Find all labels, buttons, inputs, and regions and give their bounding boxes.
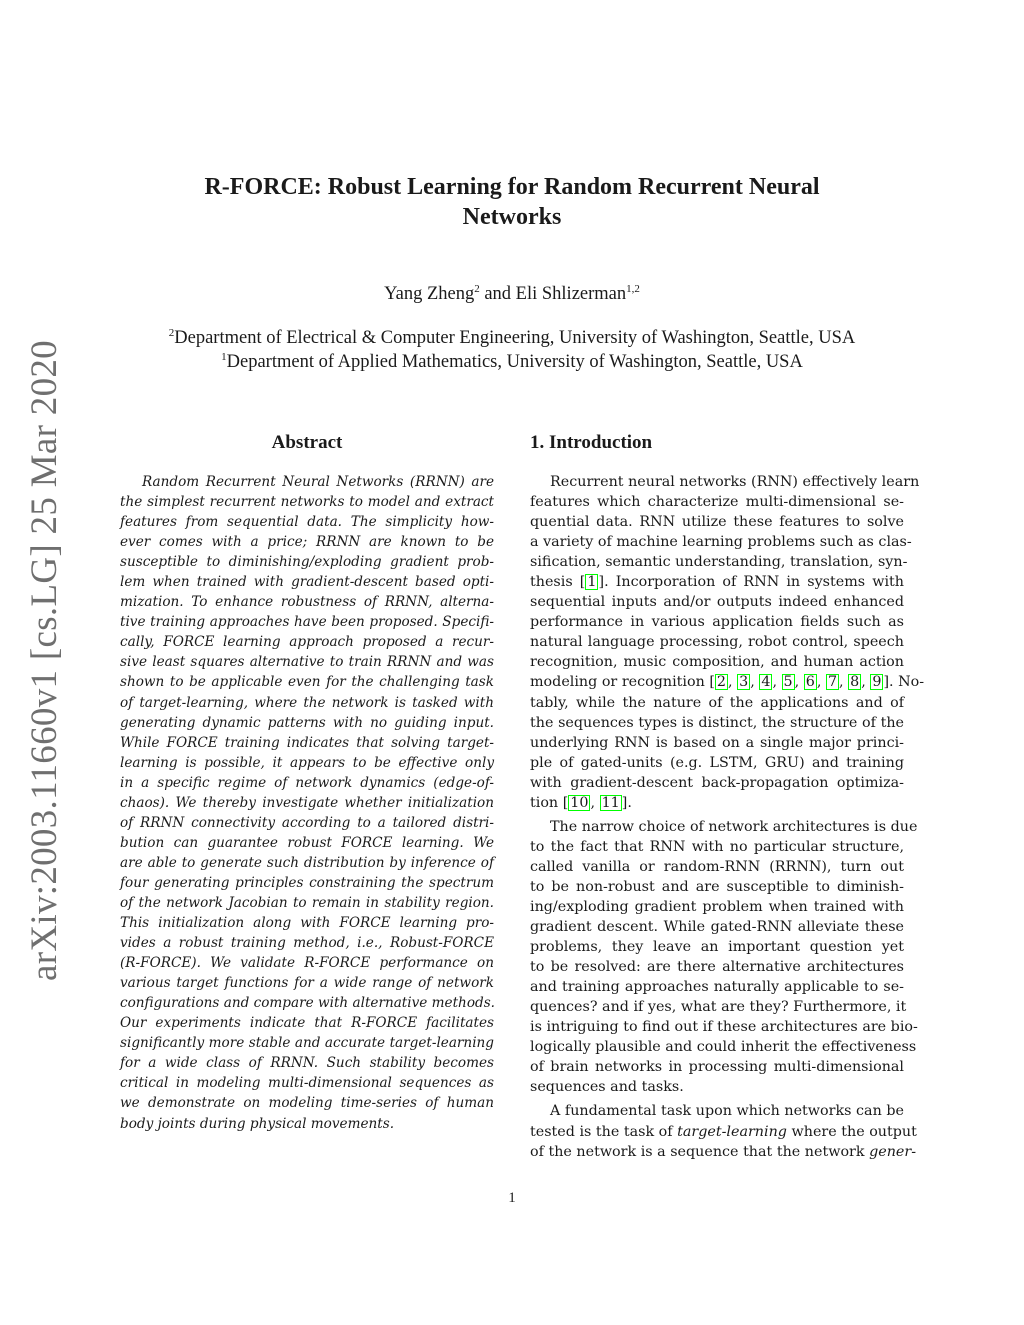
author-affiliation-mark: 2: [474, 283, 480, 295]
abstract-line: shown to be applicable even for the challenging task: [120, 674, 494, 691]
abstract-line: Our experiments indicate that R-FORCE facilitates: [120, 1015, 494, 1032]
arxiv-side-stamp: [18, 339, 70, 981]
text-fragment: tested is the task of: [530, 1123, 678, 1140]
abstract-line: This initialization along with FORCE learning pro-: [120, 915, 494, 932]
text-line: sification, semantic understanding, translation, syn-: [530, 554, 908, 571]
text-fragment: thesis: [530, 574, 580, 591]
abstract-body: [120, 472, 494, 1134]
title-line-2: Networks: [462, 204, 562, 230]
text-line: the sequences types is distinct, the structure of the: [530, 714, 904, 731]
citation-link[interactable]: 2: [716, 674, 727, 691]
citation-link[interactable]: 11: [601, 794, 620, 811]
author-conjunction: and: [479, 284, 516, 304]
abstract-line: we demonstrate on modeling time-series of human: [120, 1095, 494, 1112]
abstract-column: [120, 432, 494, 1134]
text-line: problems, they leave an important question yet: [530, 939, 904, 956]
abstract-line: are able to generate such distribution by inference of: [120, 854, 494, 871]
text-fragment: . No-: [889, 674, 925, 691]
abstract-line: mization. To enhance robustness of RRNN, alterna-: [120, 594, 494, 611]
text-fragment: . Incorporation of RNN in systems with: [604, 574, 904, 591]
abstract-line: of target-learning, where the network is tasked with: [120, 694, 494, 711]
text-line: A fundamental task upon which networks can be: [550, 1103, 904, 1120]
abstract-line: critical in modeling multi-dimensional sequences as: [120, 1075, 494, 1092]
text-line: to the fact that RNN with no particular structure,: [530, 838, 904, 855]
abstract-line: for a wide class of RRNN. Such stability becomes: [120, 1055, 494, 1072]
text-line: performance in various application fields such as: [530, 614, 904, 631]
text-line: thesis [ 1 ]. Incorporation of RNN in systems with: [530, 574, 904, 591]
citation-link[interactable]: 6: [805, 674, 815, 691]
text-line: [530, 1122, 917, 1142]
author-list: [120, 284, 904, 305]
text-line: modeling or recognition [ 2 , 3 , 4 , 5 , 6 , 7 , 8 , 9 ]. No-: [530, 674, 925, 691]
citation-link[interactable]: 3: [739, 674, 749, 691]
text-line: logically plausible and could inherit the effectiveness: [530, 1039, 917, 1056]
text-line: to be non-robust and are susceptible to diminish-: [530, 878, 904, 895]
text-fragment: of the network is a sequence that the network: [530, 1143, 870, 1160]
abstract-line: While FORCE training indicates that solving target-: [120, 734, 494, 751]
emphasized-term: target-learning: [677, 1123, 787, 1140]
author-affiliation-mark: 1,2: [626, 283, 640, 295]
text-line: Recurrent neural networks (RNN) effectively learn: [550, 474, 920, 490]
abstract-line: various target functions for a wide range of network: [120, 975, 494, 992]
citation-link[interactable]: 9: [872, 674, 882, 691]
text-line: of brain networks in processing multi-dimensional: [530, 1059, 904, 1076]
text-fragment: modeling or recognition: [530, 674, 710, 691]
citation-link[interactable]: 4: [761, 674, 771, 691]
abstract-line: cally, FORCE learning approach proposed a recur-: [120, 634, 494, 651]
affiliation: [100, 352, 924, 373]
text-line: sequential inputs and/or outputs indeed enhanced: [530, 594, 904, 611]
citation-link[interactable]: 10: [570, 794, 589, 811]
intro-paragraph-1: [530, 472, 925, 813]
introduction-column: [530, 432, 925, 1166]
abstract-line: vides a robust training method, i.e., Robust-FORCE: [120, 935, 494, 952]
text-line: underlying RNN is based on a single major princi-: [530, 734, 904, 751]
text-fragment: .: [627, 794, 632, 811]
abstract-line: generating dynamic patterns with no guiding input.: [120, 714, 494, 731]
introduction-heading: 1. Introduction: [530, 432, 653, 453]
abstract-line: sive least squares alternative to train RRNN and was: [120, 654, 494, 671]
citation-link[interactable]: 7: [827, 674, 838, 691]
paper-title: [120, 172, 904, 232]
text-line: and training approaches naturally applicable to se-: [530, 979, 904, 996]
text-line: sequences and tasks.: [530, 1079, 684, 1096]
page-number: 1: [508, 1190, 516, 1206]
text-line: called vanilla or random-RNN (RRNN), turn out: [530, 858, 904, 875]
text-line: is intriguing to find out if these architectures are bio-: [530, 1019, 918, 1036]
abstract-line: ever comes with a price; RRNN are known to be: [120, 534, 494, 551]
abstract-line: in a specific regime of network dynamics (edge-of-: [120, 774, 494, 791]
citation-link[interactable]: 5: [783, 674, 793, 691]
affiliation: [100, 328, 924, 349]
text-line: ple of gated-units (e.g. LSTM, GRU) and training: [530, 754, 904, 771]
title-line-1: R-FORCE: Robust Learning for Random Recurrent Neural: [204, 174, 820, 200]
abstract-heading: Abstract: [271, 432, 343, 453]
abstract-line: lem when trained with gradient-descent based opti-: [120, 574, 494, 591]
text-line: recognition, music composition, and human action: [530, 654, 904, 671]
text-line: natural language processing, robot control, speech: [530, 634, 904, 651]
text-line: quential data. RNN utilize these features to solve: [530, 514, 904, 531]
abstract-line: learning is possible, it appears to be effective only: [120, 754, 494, 771]
abstract-line: configurations and compare with alternative methods.: [120, 995, 495, 1012]
text-line: tion [ 10 , 11 ].: [530, 794, 632, 811]
abstract-line: chaos). We thereby investigate whether initialization: [120, 794, 494, 811]
affiliation-text: Department of Applied Mathematics, University of Washington, Seattle, USA: [226, 352, 803, 372]
abstract-line: tive training approaches have been proposed. Specifi-: [120, 614, 494, 631]
text-line: with gradient-descent back-propagation optimiza-: [530, 774, 904, 791]
citation-link[interactable]: 8: [850, 674, 860, 691]
text-line: features which characterize multi-dimensional se-: [530, 494, 904, 511]
text-line: gradient descent. While gated-RNN alleviate these: [530, 919, 904, 936]
abstract-line: features from sequential data. The simplicity how-: [120, 514, 494, 531]
affiliation-mark: 1: [221, 351, 227, 363]
abstract-line: susceptible to diminishing/exploding gradient prob-: [120, 554, 494, 571]
citation-link[interactable]: 1: [587, 574, 597, 591]
text-line: tably, while the nature of the applications and of: [530, 694, 904, 711]
text-line: ing/exploding gradient problem when trained with: [530, 898, 904, 915]
text-line: The narrow choice of network architectures is due: [550, 818, 918, 835]
text-fragment: where the output: [786, 1123, 917, 1140]
arxiv-identifier: arXiv:2003.11660v1 [cs.LG] 25 Mar 2020: [23, 339, 65, 981]
abstract-line: four generating principles constraining the spectrum: [120, 874, 494, 891]
abstract-line: Random Recurrent Neural Networks (RRNN) are: [142, 474, 494, 490]
affiliation-mark: 2: [168, 327, 175, 339]
author-name: Eli Shlizerman: [515, 284, 627, 304]
text-fragment: tion: [530, 794, 563, 811]
intro-paragraph-2: [530, 817, 918, 1098]
abstract-line: of the network Jacobian to remain in stability region.: [120, 894, 494, 911]
text-line: quences? and if yes, what are they? Furthermore, it: [530, 999, 907, 1016]
abstract-line: of RRNN connectivity according to a tailored distri-: [120, 814, 494, 831]
text-line: to be resolved: are there alternative architectures: [530, 959, 904, 976]
intro-paragraph-3: [530, 1101, 917, 1161]
emphasized-term: gener-: [869, 1143, 917, 1160]
text-line: a variety of machine learning problems such as clas-: [530, 534, 912, 551]
text-line: [530, 1142, 917, 1162]
abstract-line: (R-FORCE). We validate R-FORCE performance on: [120, 955, 494, 972]
abstract-line: bution can guarantee robust FORCE learning. We: [120, 834, 494, 851]
author-name: Yang Zheng: [384, 284, 475, 304]
abstract-line: the simplest recurrent networks to model and extract: [120, 494, 494, 511]
affiliation-text: Department of Electrical & Computer Engineering, University of Washington, Seattle, USA: [174, 328, 856, 348]
abstract-line: body joints during physical movements.: [120, 1115, 395, 1132]
abstract-line: significantly more stable and accurate target-learning: [120, 1035, 494, 1052]
